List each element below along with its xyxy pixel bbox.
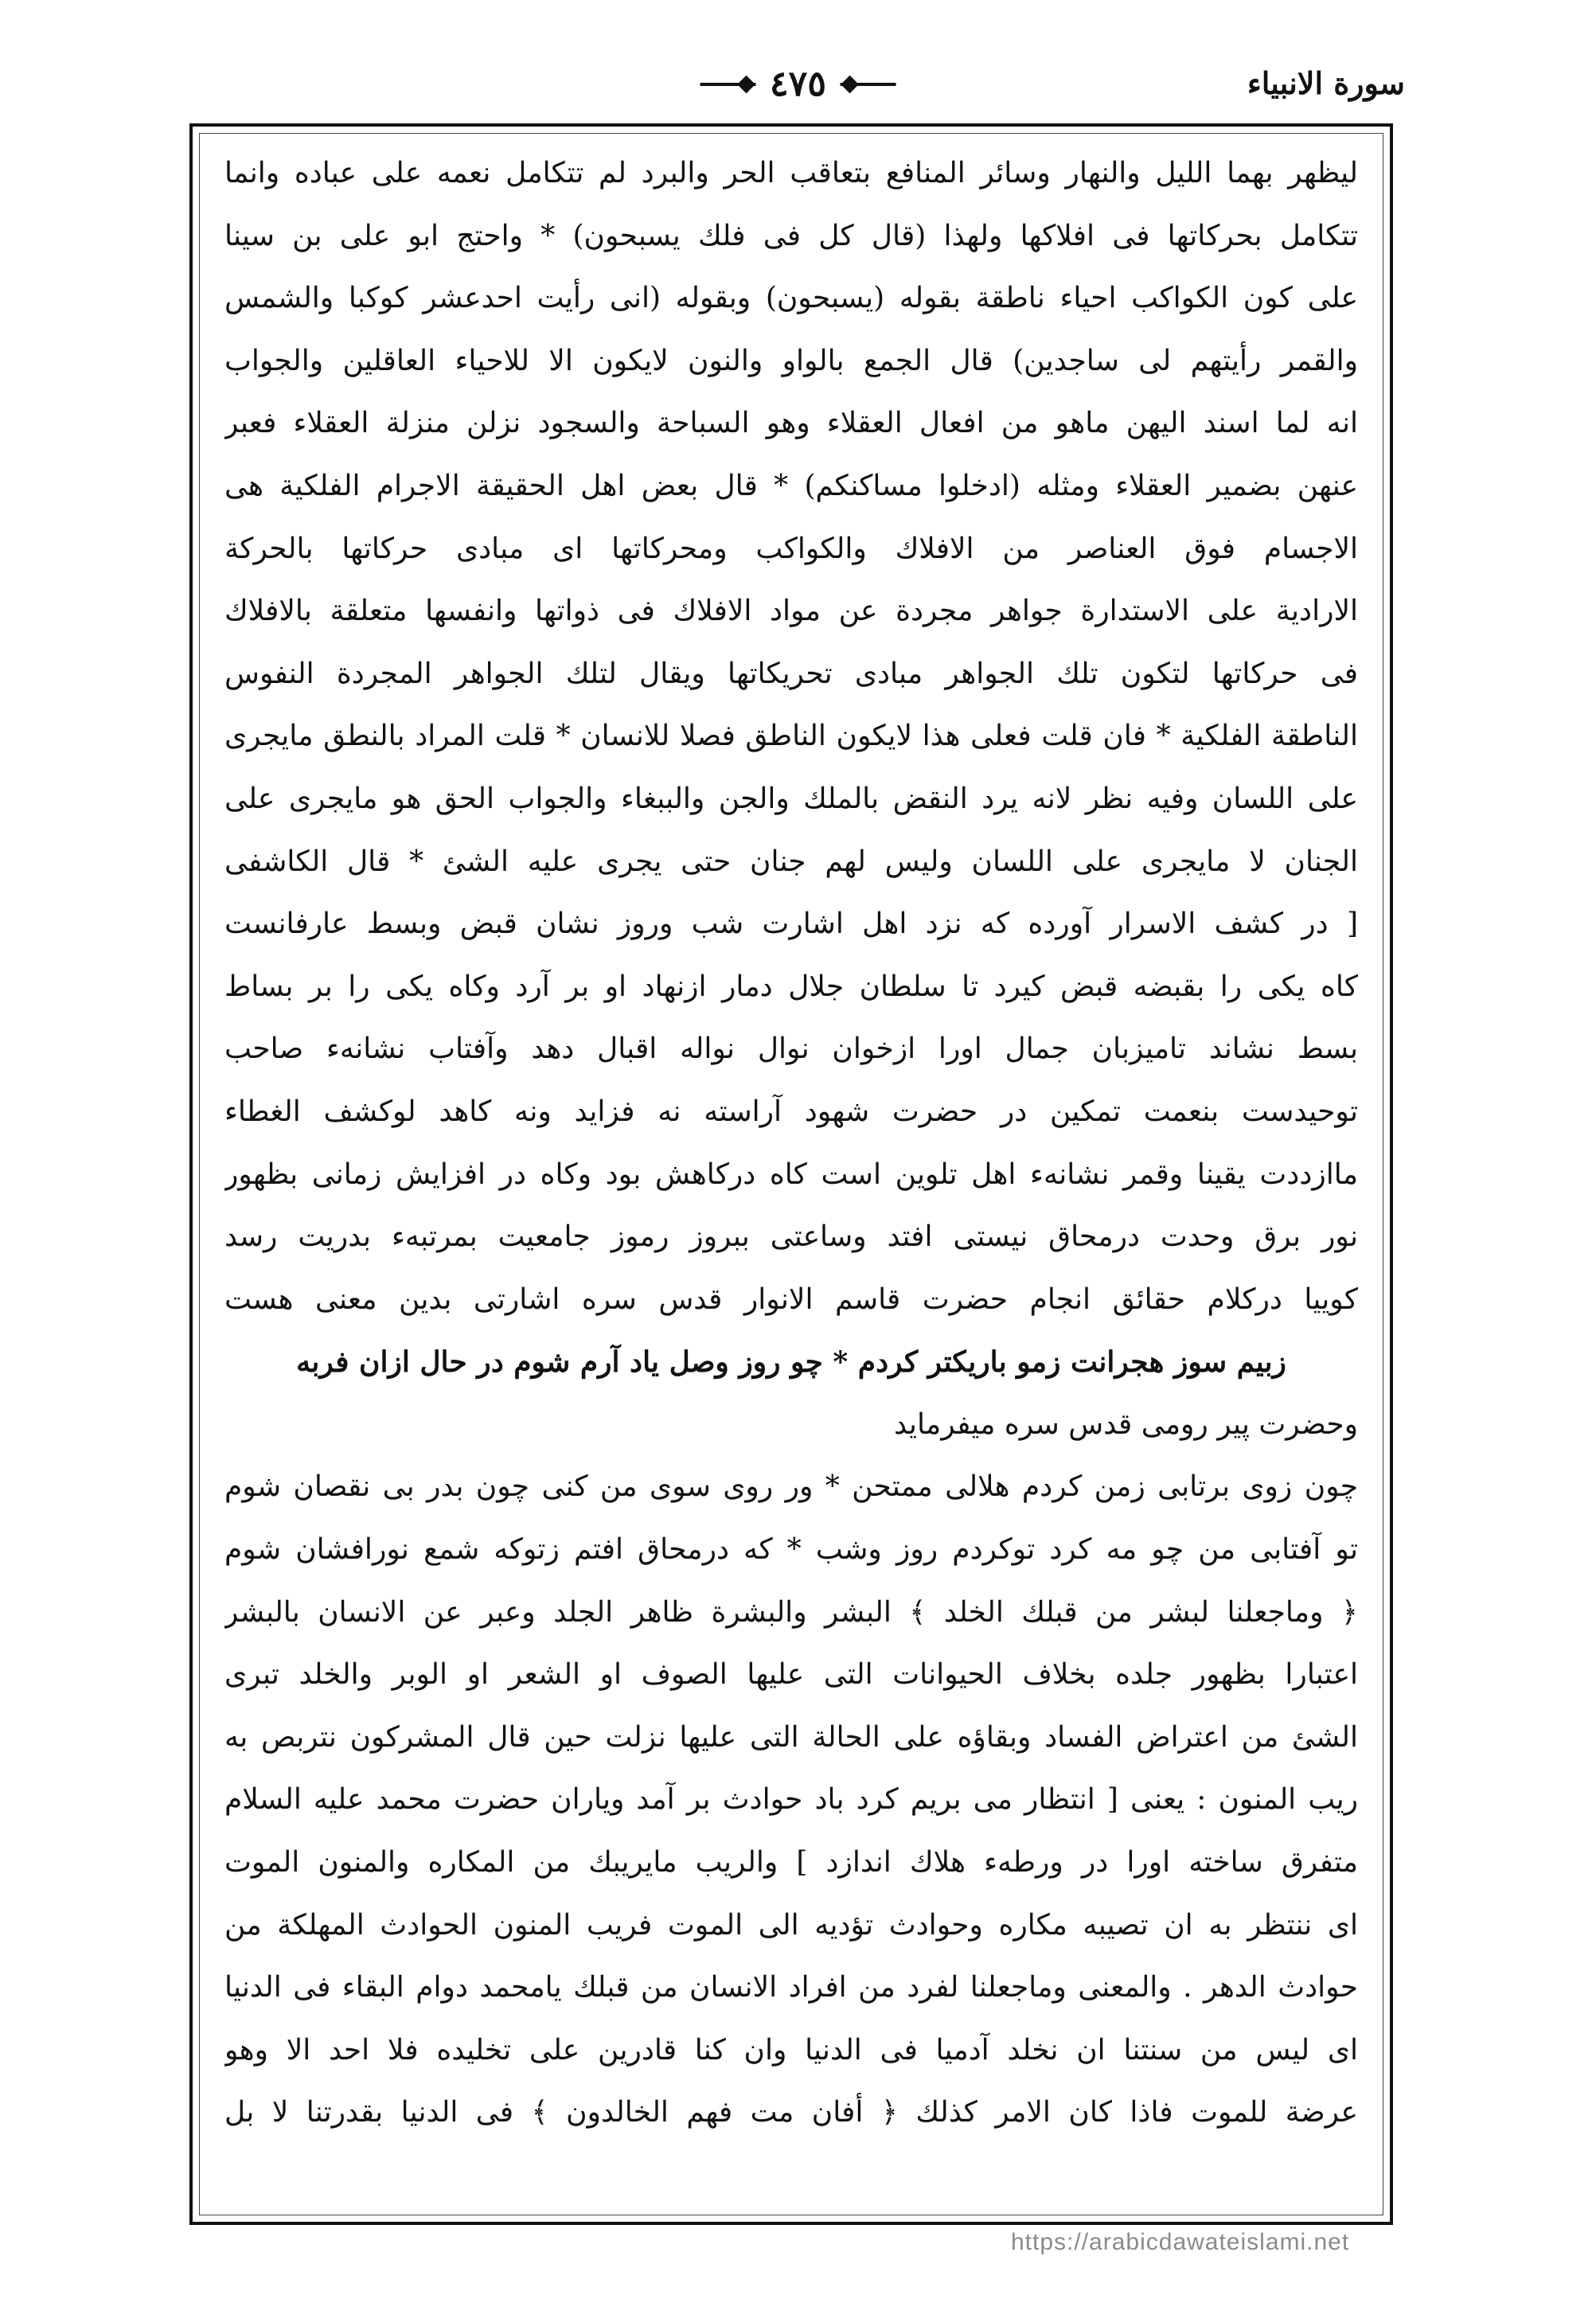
surah-title: سورة الانبياء [1247,65,1405,101]
text-line: ليظهر بهما الليل والنهار وسائر المنافع بتعاقب الحر والبرد لم تتكامل نعمه على عباده وانما [224,157,1358,189]
text-line: اى ليس من سنتنا ان نخلد آدميا فى الدنيا وان كنا قادرين على تخليده فلا احد الا وهو [224,2033,1358,2067]
text-line: فى حركاتها لتكون تلك الجواهر مبادى تحريكاتها ويقال لتلك الجواهر المجردة النفوس [224,657,1358,690]
text-line: نور برق وحدت درمحاق نيستى افتد وساعتى ببروز رموز جامعيت بمرتبهء بدريت رسد [224,1220,1358,1254]
text-line: وحضرت پير رومى قدس سره ميفرمايد [894,1407,1358,1441]
text-line: ماازددت يقينا وقمر نشانهء اهل تلوين است كاه دركاهش بود وكاه در افزايش زمانى بظهور [224,1157,1358,1191]
text-line: الارادية على الاستدارة جواهر مجردة عن مواد الافلاك فى ذواتها وانفسها متعلقة بالافلاك [224,595,1358,628]
text-line: الجنان لا مايجرى على اللسان وليس لهم جنان حتى يجرى عليه الشئ * قال الكاشفى [224,845,1358,878]
text-line: ﴿ وماجعلنا لبشر من قبلك الخلد ﴾ البشر والبشرة ظاهر الجلد وعبر عن الانسان بالبشر [224,1595,1358,1629]
text-line: [ در كشف الاسرار آورده كه نزد اهل اشارت شب وروز نشان قبض وبسط عارفانست [224,908,1358,941]
body-text [224,142,1358,2145]
text-line: بسط نشاند تاميزبان جمال اورا ازخوان نوال نواله اقبال دهد وآفتاب نشانهء صاحب [224,1032,1358,1066]
text-line: عنهن بضمير العقلاء ومثله (ادخلوا مساكنكم) * قال بعض اهل الحقيقة الاجرام الفلكية هى [224,469,1358,502]
ornament-right-icon [841,78,896,91]
text-line: الشئ من اعتراض الفساد وبقاؤه على الحالة التى عليها نزلت حين قال المشركون نتربص به [224,1720,1358,1754]
text-line: چون زوى برتابى زمن كردم هلالى ممتحن * ور روى سوى من كنى چون بدر بى نقصان شوم [224,1470,1358,1504]
text-line: زبيم سوز هجرانت زمو باريكتر كردم * چو روز وصل ياد آرم شوم در حال ازان فربه [296,1345,1286,1380]
text-line: اعتبارا بظهور جلده بخلاف الحيوانات التى عليها الصوف او الشعر او الوبر والخلد تبرى [224,1658,1358,1692]
text-line: تو آفتابى من چو مه كرد توكردم روز وشب * كه درمحاق افتم زتوكه شمع نورافشان شوم [224,1533,1358,1567]
text-frame [189,123,1393,2225]
text-line: اى ننتظر به ان تصيبه مكاره وحوادث تؤديه الى الموت فريب المنون الحوادث المهلكة من [224,1908,1358,1942]
ornament-left-icon [700,78,755,91]
page-header [191,57,1405,121]
text-line: عرضة للموت فاذا كان الامر كذلك ﴿ أفان مت فهم الخالدون ﴾ فى الدنيا بقدرتنا لا بل [224,2096,1358,2129]
page-number-block [700,64,896,104]
text-line: الاجسام فوق العناصر من الافلاك والكواكب ومحركاتها اى مبادى حركاتها بالحركة [224,532,1358,565]
text-line: انه لما اسند اليهن ماهو من افعال العقلاء وهو السباحة والسجود نزلن منزلة العقلاء فعبر [224,407,1358,440]
text-line: تتكامل بحركاتها فى افلاكها ولهذا (قال كل فى فلك يسبحون) * واحتج ابو على بن سينا [224,219,1358,252]
page-number: ٤٧٥ [770,64,826,104]
text-line: على كون الكواكب احياء ناطقة بقوله (يسبحون) وبقوله (انى رأيت احدعشر كوكبا والشمس [224,282,1358,315]
text-line: حوادث الدهر . والمعنى وماجعلنا لفرد من افراد الانسان من قبلك يامحمد دوام البقاء فى الدنيا [224,1971,1358,2004]
text-line: ريب المنون : يعنى [ انتظار مى بريم كرد باد حوادث بر آمد وياران حضرت محمد عليه السلام [224,1783,1358,1817]
text-line: على اللسان وفيه نظر لانه يرد النقض بالملك والجن والببغاء والجواب الحق هو مايجرى على [224,782,1358,815]
text-line: كوييا دركلام حقائق انجام حضرت قاسم الانوار قدس سره اشارتى بدين معنى هست [224,1282,1358,1316]
text-line: متفرق ساخته اورا در ورطهء هلاك اندازد ] والريب مايريبك من المكاره والمنون الموت [224,1846,1358,1879]
text-line: والقمر رأيتهم لى ساجدين) قال الجمع بالواو والنون لايكون الا للاحياء العاقلين والجواب [224,344,1358,377]
text-line: توحيدست بنعمت تمكين در حضرت شهود آراسته نه فزايد ونه كاهد لوكشف الغطاء [224,1095,1358,1128]
text-line: الناطقة الفلكية * فان قلت فعلى هذا لايكون الناطق فصلا للانسان * قلت المراد بالنطق مايجرى [224,720,1358,753]
watermark[interactable]: https://arabicdawateislami.net [1011,2229,1350,2255]
text-line: كاه يكى را بقبضه قبض كيرد تا سلطان جلال دمار ازنهاد او بر آرد وكاه يكى را بر بساط [224,970,1358,1003]
